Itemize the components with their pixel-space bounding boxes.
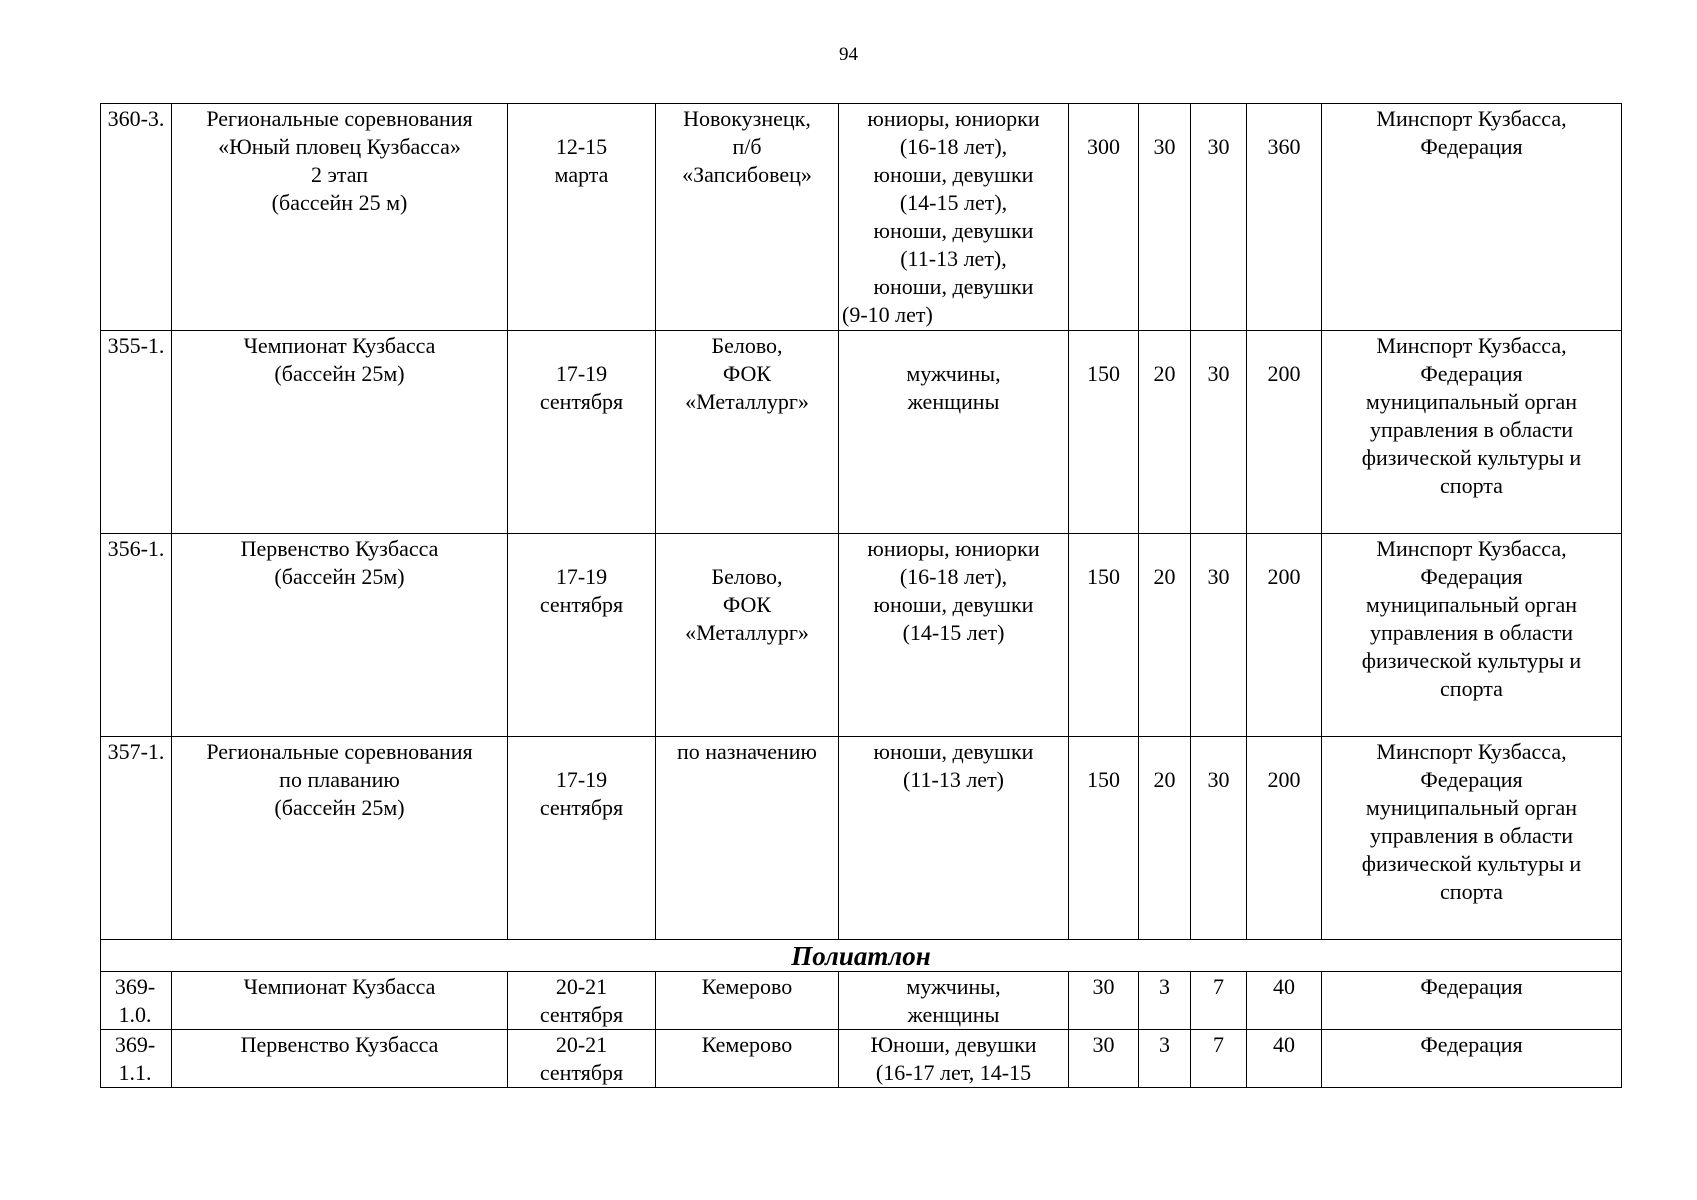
event-dates: 20-21 сентября [508, 1030, 656, 1088]
organizers: Минспорт Кузбасса, Федерация муниципальный орган управления в области физической культуры и спорта [1322, 534, 1622, 737]
table-row [101, 737, 1622, 940]
event-place: Белово, ФОК «Металлург» [656, 331, 839, 534]
event-number: 355-1. [101, 331, 172, 534]
event-place: Новокузнецк, п/б «Запсибовец» [656, 104, 839, 331]
section-title: Полиатлон [101, 940, 1622, 972]
table-row [101, 534, 1622, 737]
event-name: Региональные соревнования по плаванию (бассейн 25м) [172, 737, 508, 940]
event-number: 356-1. [101, 534, 172, 737]
judges-count: 7 [1191, 972, 1247, 1030]
event-dates: 17-19 сентября [508, 737, 656, 940]
total-count: 40 [1247, 972, 1322, 1030]
competition-schedule-table [100, 103, 1622, 1088]
participants-count: 150 [1069, 534, 1139, 737]
table-row [101, 972, 1622, 1030]
coaches-count: 3 [1139, 1030, 1191, 1088]
event-name: Чемпионат Кузбасса [172, 972, 508, 1030]
participant-groups: юниоры, юниорки (16-18 лет), юноши, девушки (14-15 лет) [839, 534, 1069, 737]
coaches-count: 20 [1139, 331, 1191, 534]
organizers: Минспорт Кузбасса, Федерация муниципальный орган управления в области физической культуры и спорта [1322, 331, 1622, 534]
total-count: 200 [1247, 534, 1322, 737]
organizers: Минспорт Кузбасса, Федерация муниципальный орган управления в области физической культуры и спорта [1322, 737, 1622, 940]
total-count: 360 [1247, 104, 1322, 331]
participants-count: 30 [1069, 1030, 1139, 1088]
total-count: 200 [1247, 331, 1322, 534]
judges-count: 30 [1191, 104, 1247, 331]
total-count: 200 [1247, 737, 1322, 940]
table-row [101, 1030, 1622, 1088]
table-row [101, 331, 1622, 534]
page-number: 94 [839, 44, 858, 65]
section-row [101, 940, 1622, 972]
coaches-count: 3 [1139, 972, 1191, 1030]
judges-count: 30 [1191, 534, 1247, 737]
participant-groups: юниоры, юниорки (16-18 лет), юноши, девушки (14-15 лет), юноши, девушки (11-13 лет), юноши, девушки (9-10 лет) [839, 104, 1069, 331]
event-place: Кемерово [656, 972, 839, 1030]
event-dates: 20-21 сентября [508, 972, 656, 1030]
total-count: 40 [1247, 1030, 1322, 1088]
judges-count: 7 [1191, 1030, 1247, 1088]
organizers: Федерация [1322, 972, 1622, 1030]
event-place: Кемерово [656, 1030, 839, 1088]
event-name: Первенство Кузбасса [172, 1030, 508, 1088]
participant-groups: юноши, девушки (11-13 лет) [839, 737, 1069, 940]
event-name: Чемпионат Кузбасса (бассейн 25м) [172, 331, 508, 534]
event-number: 357-1. [101, 737, 172, 940]
event-name: Первенство Кузбасса (бассейн 25м) [172, 534, 508, 737]
participants-count: 150 [1069, 331, 1139, 534]
participant-groups: мужчины, женщины [839, 331, 1069, 534]
participants-count: 30 [1069, 972, 1139, 1030]
participants-count: 300 [1069, 104, 1139, 331]
event-dates: 12-15 марта [508, 104, 656, 331]
table-row [101, 104, 1622, 331]
participant-groups: Юноши, девушки (16-17 лет, 14-15 [839, 1030, 1069, 1088]
judges-count: 30 [1191, 331, 1247, 534]
event-number: 369- 1.1. [101, 1030, 172, 1088]
participant-groups: мужчины, женщины [839, 972, 1069, 1030]
coaches-count: 20 [1139, 534, 1191, 737]
event-name: Региональные соревнования «Юный пловец Кузбасса» 2 этап (бассейн 25 м) [172, 104, 508, 331]
event-place: по назначению [656, 737, 839, 940]
participants-count: 150 [1069, 737, 1139, 940]
organizers: Минспорт Кузбасса, Федерация [1322, 104, 1622, 331]
event-place: Белово, ФОК «Металлург» [656, 534, 839, 737]
event-dates: 17-19 сентября [508, 534, 656, 737]
organizers: Федерация [1322, 1030, 1622, 1088]
event-number: 360-3. [101, 104, 172, 331]
event-number: 369- 1.0. [101, 972, 172, 1030]
event-dates: 17-19 сентября [508, 331, 656, 534]
judges-count: 30 [1191, 737, 1247, 940]
coaches-count: 30 [1139, 104, 1191, 331]
coaches-count: 20 [1139, 737, 1191, 940]
